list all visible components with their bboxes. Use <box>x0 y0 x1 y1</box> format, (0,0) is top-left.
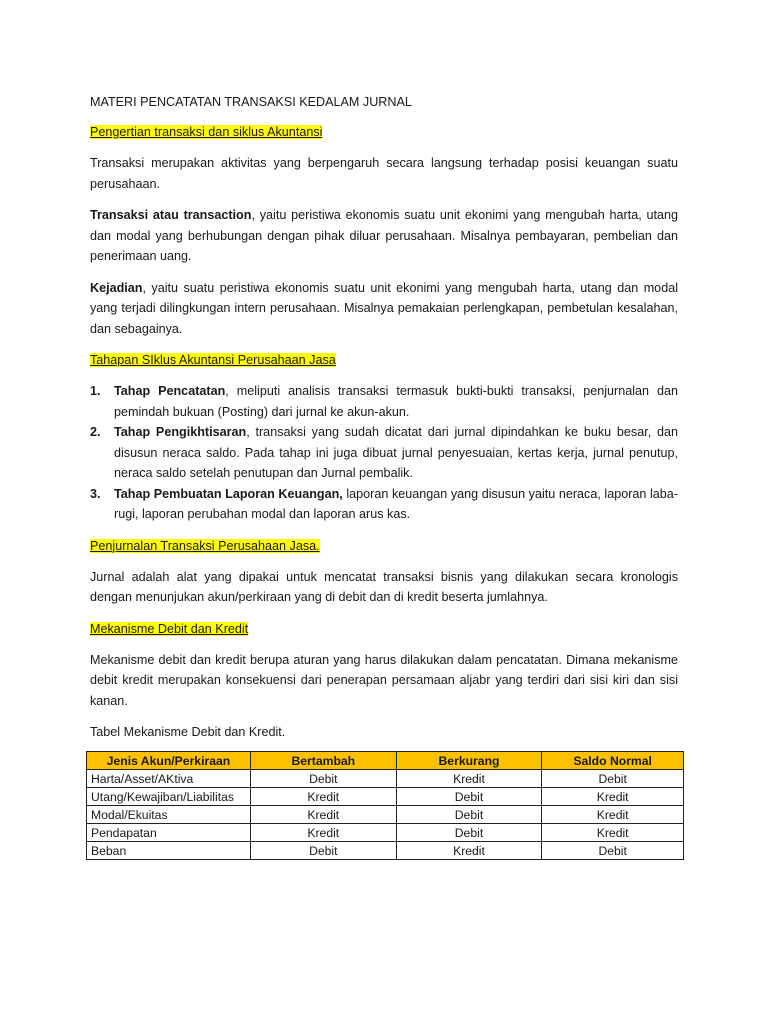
table-header-cell: Jenis Akun/Perkiraan <box>87 751 251 769</box>
table-header-cell: Saldo Normal <box>542 751 684 769</box>
heading-penjurnalan <box>90 536 678 556</box>
document-title: MATERI PENCATATAN TRANSAKSI KEDALAM JURNAL <box>90 95 412 109</box>
table-cell: Kredit <box>250 787 396 805</box>
heading-mekanisme <box>90 619 678 639</box>
paragraph-mekanisme: Mekanisme debit dan kredit berupa aturan yang harus dilakukan dalam pencatatan. Dimana mekanisme debit kredit merupakan konsekuensi dari penerapan persamaan aljabr yang terdiri dari sisi kiri dan sisi kanan. <box>90 652 678 708</box>
table-cell: Beban <box>87 841 251 859</box>
table-row <box>87 823 684 841</box>
table-cell: Kredit <box>250 823 396 841</box>
list-item-term: Tahap Pencatatan <box>114 384 226 398</box>
list-item-term: Tahap Pembuatan Laporan Keuangan, <box>114 486 343 501</box>
paragraph-kejadian-text: , yaitu suatu peristiwa ekonomis suatu unit ekonimi yang mengubah harta, utang dan modal yang terjadi dilingkungan intern perusahaan. Misalnya pemakaian perlengkapan, pembetulan kesalahan, dan sebagainya. <box>90 280 678 336</box>
paragraph-transaksi-definition: Transaksi merupakan aktivitas yang berpengaruh secara langsung terhadap posisi keuangan suatu perusahaan. <box>90 156 678 191</box>
list-item-text: laporan keuangan yang disusun yaitu neraca, laporan laba-rugi, laporan perubahan modal dan laporan arus kas. <box>114 486 679 521</box>
table-cell: Debit <box>542 769 684 787</box>
table-header-cell: Bertambah <box>250 751 396 769</box>
table-row <box>87 805 684 823</box>
paragraph-jurnal-definition: Jurnal adalah alat yang dipakai untuk mencatat transaksi bisnis yang dilakukan secara kronologis dengan menunjukan akun/perkiraan yang di debit dan di kredit beserta jumlahnya. <box>90 569 678 604</box>
table-cell: Debit <box>542 841 684 859</box>
table-cell: Debit <box>396 823 542 841</box>
list-item-number: 3. <box>90 486 101 501</box>
table-cell: Utang/Kewajiban/Liabilitas <box>87 787 251 805</box>
table-cell: Kredit <box>250 805 396 823</box>
table-caption: Tabel Mekanisme Debit dan Kredit. <box>90 725 286 739</box>
tahapan-list <box>90 381 678 525</box>
table-cell: Harta/Asset/AKtiva <box>87 769 251 787</box>
table-row <box>87 787 684 805</box>
heading-tahapan-siklus-text: Tahapan SIklus Akuntansi Perusahaan Jasa <box>90 353 336 367</box>
table-cell: Debit <box>396 787 542 805</box>
heading-pengertian-transaksi-text: Pengertian transaksi dan siklus Akuntansi <box>90 125 323 139</box>
paragraph-kejadian <box>90 278 678 340</box>
table-cell: Kredit <box>396 841 542 859</box>
list-item <box>90 484 678 525</box>
paragraph-transaction-text: , yaitu peristiwa ekonomis suatu unit ekonimi yang mengubah harta, utang dan modal yang berhubungan dengan pihak diluar perusahaan. Misalnya pembayaran, pembelian dan penerimaan uang. <box>90 208 678 263</box>
heading-pengertian-transaksi <box>90 122 678 142</box>
heading-penjurnalan-text: Penjurnalan Transaksi Perusahaan Jasa. <box>90 538 320 553</box>
table-cell: Kredit <box>542 787 684 805</box>
list-item-number: 2. <box>90 425 101 439</box>
list-item <box>90 381 678 422</box>
table-cell: Kredit <box>396 769 542 787</box>
list-item-term: Tahap Pengikhtisaran <box>114 425 247 439</box>
table-row <box>87 841 684 859</box>
table-row <box>87 769 684 787</box>
document-page <box>90 92 678 860</box>
table-header-cell: Berkurang <box>396 751 542 769</box>
list-item-text: , transaksi yang sudah dicatat dari jurnal dipindahkan ke buku besar, dan disusun neraca saldo. Pada tahap ini juga dibuat jurnal penyesuaian, kertas kerja, jurnal penutup, neraca saldo setelah penutupan dan Jurnal pembalik. <box>114 425 679 480</box>
table-cell: Kredit <box>542 805 684 823</box>
table-cell: Kredit <box>542 823 684 841</box>
table-cell: Pendapatan <box>87 823 251 841</box>
table-header-row <box>87 751 684 769</box>
debit-kredit-table <box>86 751 684 860</box>
paragraph-transaction <box>90 205 678 267</box>
heading-tahapan-siklus <box>90 350 678 370</box>
term-kejadian: Kejadian <box>90 280 143 295</box>
term-transaction: Transaksi atau transaction <box>90 208 252 222</box>
table-cell: Debit <box>250 769 396 787</box>
table-cell: Debit <box>250 841 396 859</box>
table-cell: Modal/Ekuitas <box>87 805 251 823</box>
list-item <box>90 422 678 484</box>
table-cell: Debit <box>396 805 542 823</box>
list-item-number: 1. <box>90 384 101 398</box>
list-item-text: , meliputi analisis transaksi termasuk bukti-bukti transaksi, penjurnalan dan pemindah bukuan (Posting) dari jurnal ke akun-akun. <box>114 384 679 419</box>
heading-mekanisme-text: Mekanisme Debit dan Kredit <box>90 621 249 636</box>
